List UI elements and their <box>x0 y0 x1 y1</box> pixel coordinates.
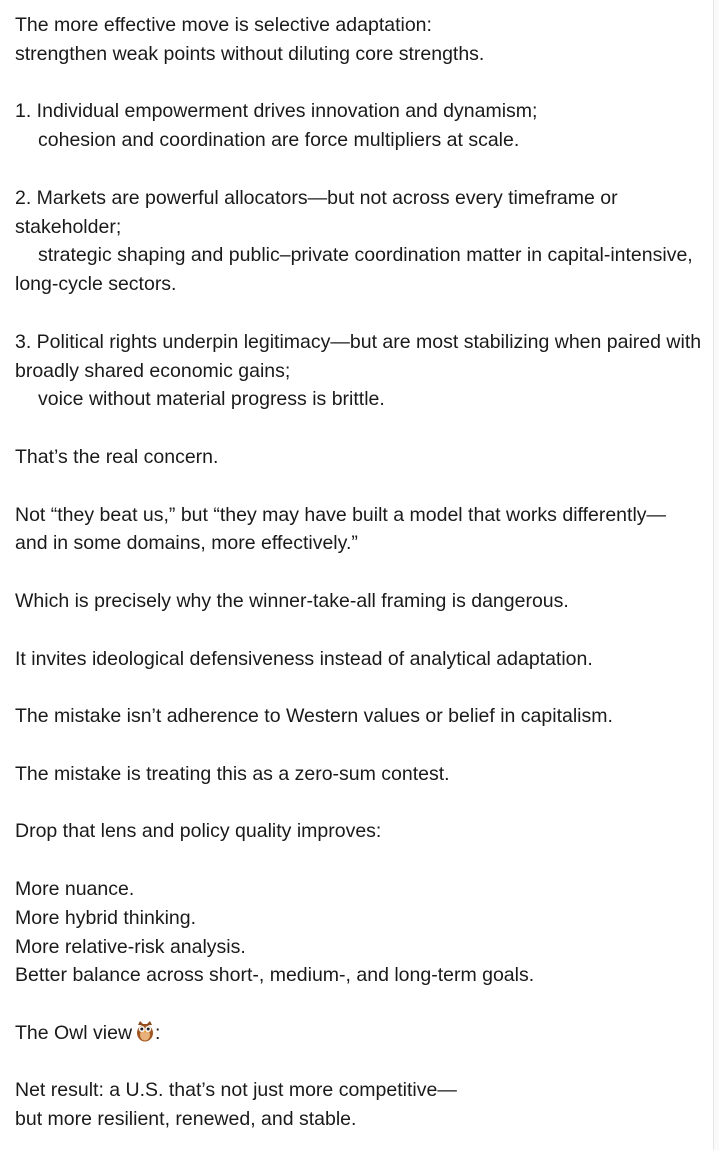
net-result-line-1: Net result: a U.S. that’s not just more competitive— <box>15 1079 457 1102</box>
concern-paragraph: That’s the real concern. <box>15 445 219 468</box>
mistake-2-paragraph: The mistake is treating this as a zero-sum contest. <box>15 762 450 785</box>
improvement-item: Better balance across short-, medium-, and long-term goals. <box>15 964 535 987</box>
invites-paragraph: It invites ideological defensiveness instead of analytical adaptation. <box>15 647 593 670</box>
point-2-line-2-text: strategic shaping and public–private coordination matter in capital-intensive, long-cycle sectors. <box>15 244 699 296</box>
drop-lens-paragraph: Drop that lens and policy quality improves: <box>15 820 382 843</box>
scrollbar-track[interactable] <box>713 0 719 1150</box>
point-1-line-1: 1. Individual empowerment drives innovation and dynamism; <box>15 100 538 123</box>
net-result-line-2: but more resilient, renewed, and stable. <box>15 1108 357 1131</box>
intro-line-1: The more effective move is selective adaptation: <box>15 14 432 36</box>
point-3-line-1: 3. Political rights underpin legitimacy—but are most stabilizing when paired with broadly shared economic gains; <box>15 330 707 382</box>
point-2 <box>15 184 705 299</box>
improvement-item: More hybrid thinking. <box>15 906 197 929</box>
improvements-list <box>15 875 705 990</box>
owl-view-suffix: : <box>155 1021 161 1044</box>
intro-paragraph <box>15 11 705 69</box>
message-body <box>15 11 705 1163</box>
intro-line-2: strengthen weak points without diluting core strengths. <box>15 42 485 65</box>
improvement-item: More relative-risk analysis. <box>15 935 246 958</box>
owl-view-line <box>15 1019 705 1048</box>
improvement-item: More nuance. <box>15 877 135 900</box>
point-3-line-2: voice without material progress is brittle. <box>38 388 385 411</box>
mistake-1-paragraph: The mistake isn’t adherence to Western values or belief in capitalism. <box>15 705 613 728</box>
owl-view-label: The Owl view <box>15 1021 133 1044</box>
not-beat-paragraph: Not “they beat us,” but “they may have built a model that works differently—and in some domains, more effectively.” <box>15 503 667 555</box>
point-3 <box>15 328 705 414</box>
point-1-line-2: cohesion and coordination are force multipliers at scale. <box>38 129 520 152</box>
point-1 <box>15 97 705 155</box>
owl-icon <box>135 1020 155 1042</box>
framing-paragraph: Which is precisely why the winner-take-all framing is dangerous. <box>15 589 569 612</box>
point-2-line-1: 2. Markets are powerful allocators—but not across every timeframe or stakeholder; <box>15 186 623 238</box>
point-2-line-2 <box>15 241 705 299</box>
net-result-paragraph <box>15 1076 705 1134</box>
